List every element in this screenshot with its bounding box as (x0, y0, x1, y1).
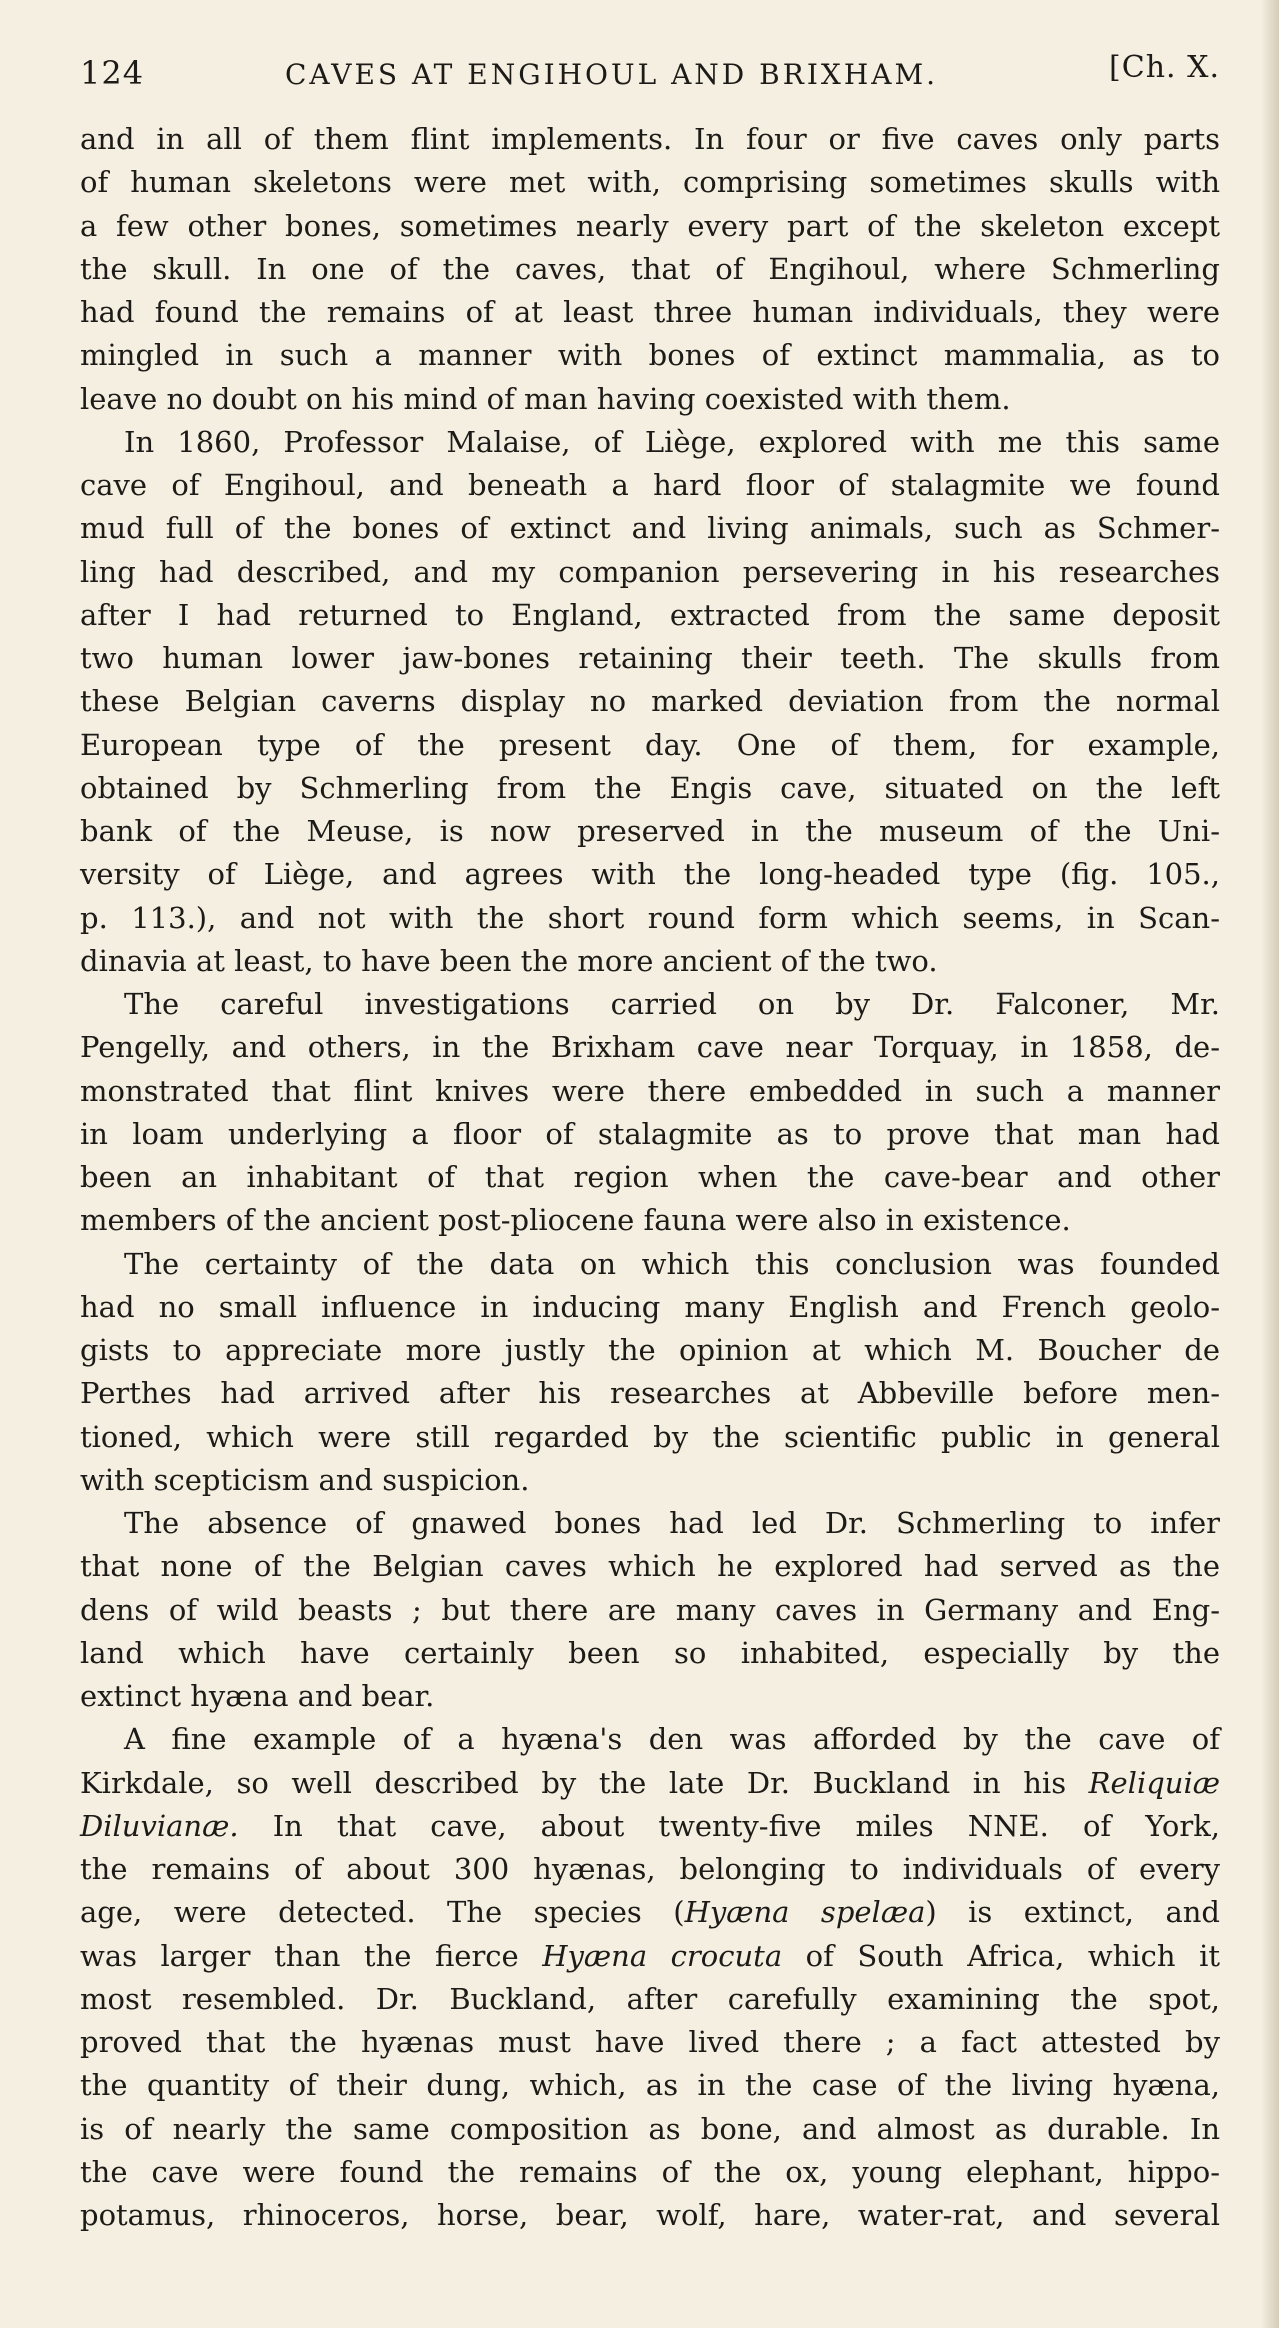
text-line (80, 421, 1220, 464)
text-line (80, 334, 1220, 377)
line-text: Pengelly, and others, in the Brixham cave near Torquay, in 1858, de- (80, 1030, 1220, 1065)
text-line (80, 1026, 1220, 1069)
text-line (80, 1935, 1220, 1978)
line-text: had no small influence in inducing many English and French geolo- (80, 1289, 1220, 1324)
text-line (80, 248, 1220, 291)
line-text: after I had returned to England, extracted from the same deposit (80, 597, 1220, 632)
text-line (80, 1113, 1220, 1156)
line-text: In 1860, Professor Malaise, of Liège, explored with me this same (124, 424, 1220, 459)
page-number: 124 (80, 54, 145, 92)
line-text: versity of Liège, and agrees with the long-headed type (fig. 105., (80, 857, 1220, 892)
line-text: most resembled. Dr. Buckland, after carefully examining the spot, (80, 1981, 1220, 2016)
text-line (80, 2064, 1220, 2107)
text-line (80, 507, 1220, 550)
text-line (80, 2194, 1220, 2237)
text-line (80, 1156, 1220, 1199)
line-text: in loam underlying a floor of stalagmite as to prove that man had (80, 1116, 1220, 1151)
text-line (80, 724, 1220, 767)
text-line (80, 1329, 1220, 1372)
line-text: two human lower jaw-bones retaining their teeth. The skulls from (80, 641, 1220, 675)
line-text: members of the ancient post-pliocene fauna were also in existence. (80, 1203, 1071, 1238)
body-text (80, 118, 1220, 2237)
line-text: age, were detected. The species ( (80, 1895, 685, 1930)
text-line (80, 1199, 1220, 1242)
text-line (80, 594, 1220, 637)
line-text: cave of Engihoul, and beneath a hard floor of stalagmite we found (80, 468, 1220, 502)
line-text: tioned, which were still regarded by the scientific public in general (80, 1419, 1220, 1454)
line-text: Perthes had arrived after his researches at Abbeville before men- (80, 1376, 1220, 1411)
line-text: In that cave, about twenty-five miles NNE. of York, (238, 1808, 1220, 1843)
text-line (80, 205, 1220, 248)
text-line (80, 1762, 1220, 1805)
text-line (80, 1243, 1220, 1286)
line-text: had found the remains of at least three human individuals, they were (80, 295, 1220, 329)
italic-text: Reliquiæ (1088, 1765, 1220, 1800)
line-text: is of nearly the same composition as bone, and almost as durable. In (80, 2111, 1220, 2146)
text-line (80, 983, 1220, 1026)
line-text: dens of wild beasts ; but there are many caves in Germany and Eng- (80, 1592, 1220, 1627)
line-text: these Belgian caverns display no marked deviation from the normal (80, 684, 1220, 719)
text-line (80, 1718, 1220, 1761)
line-text: The careful investigations carried on by Dr. Falconer, Mr. (124, 987, 1220, 1021)
text-line (80, 1632, 1220, 1675)
text-line (80, 378, 1220, 421)
italic-text: Hyæna spelæa (684, 1895, 926, 1930)
text-line (80, 810, 1220, 853)
line-text: bank of the Meuse, is now preserved in the museum of the Uni- (80, 814, 1220, 848)
text-line (80, 2151, 1220, 2194)
line-text: European type of the present day. One of them, for example, (80, 727, 1220, 762)
italic-text: Diluvianæ. (80, 1808, 239, 1843)
text-line (80, 1070, 1220, 1113)
text-line (80, 637, 1220, 680)
text-line (80, 551, 1220, 594)
chapter-marker: [Ch. X. (1109, 50, 1220, 85)
line-text: was larger than the fierce (80, 1938, 543, 1973)
text-line (80, 680, 1220, 723)
text-line (80, 161, 1220, 204)
line-text: proved that the hyænas must have lived there ; a fact attested by (80, 2025, 1220, 2059)
text-line (80, 464, 1220, 507)
line-text: The certainty of the data on which this conclusion was founded (124, 1246, 1220, 1281)
text-line (80, 1502, 1220, 1545)
text-line (80, 1848, 1220, 1891)
line-text: with scepticism and suspicion. (80, 1462, 530, 1497)
line-text: the quantity of their dung, which, as in the case of the living hyæna, (80, 2068, 1220, 2103)
text-line (80, 118, 1220, 161)
line-text: of South Africa, which it (782, 1938, 1221, 1973)
running-head (80, 50, 1220, 100)
text-line (80, 1891, 1220, 1934)
line-text: p. 113.), and not with the short round form which seems, in Scan- (80, 900, 1220, 935)
text-line (80, 940, 1220, 983)
line-text: of human skeletons were met with, comprising sometimes skulls with (80, 165, 1220, 200)
text-line (80, 1545, 1220, 1588)
text-line (80, 1286, 1220, 1329)
text-line (80, 1589, 1220, 1632)
text-line (80, 1372, 1220, 1415)
line-text: and in all of them flint implements. In four or five caves only parts (80, 122, 1220, 156)
running-title: CAVES AT ENGIHOUL AND BRIXHAM. (285, 58, 939, 91)
line-text: been an inhabitant of that region when the cave-bear and other (80, 1160, 1220, 1194)
italic-text: Hyæna crocuta (542, 1938, 783, 1973)
text-line (80, 2021, 1220, 2064)
line-text: mud full of the bones of extinct and living animals, such as Schmer- (80, 511, 1220, 546)
text-line (80, 1416, 1220, 1459)
line-text: ling had described, and my companion persevering in his researches (80, 554, 1220, 589)
line-text: a few other bones, sometimes nearly every part of the skeleton except (80, 208, 1220, 243)
line-text: potamus, rhinoceros, horse, bear, wolf, hare, water-rat, and several (80, 2198, 1220, 2232)
text-line (80, 767, 1220, 810)
text-line (80, 897, 1220, 940)
line-text: Kirkdale, so well described by the late Dr. Buckland in his (80, 1765, 1067, 1800)
page-edge-shadow (1261, 0, 1279, 2328)
line-text: extinct hyæna and bear. (80, 1679, 435, 1713)
line-text: The absence of gnawed bones had led Dr. Schmerling to infer (124, 1506, 1220, 1540)
text-line (80, 853, 1220, 896)
text-line (80, 2108, 1220, 2151)
line-text: the remains of about 300 hyænas, belonging to individuals of every (80, 1852, 1220, 1886)
line-text: mingled in such a manner with bones of extinct mammalia, as to (80, 338, 1220, 373)
line-text: that none of the Belgian caves which he explored had served as the (80, 1549, 1220, 1584)
line-text: obtained by Schmerling from the Engis cave, situated on the left (80, 770, 1220, 805)
line-text: land which have certainly been so inhabited, especially by the (80, 1635, 1220, 1670)
line-text: the skull. In one of the caves, that of Engihoul, where Schmerling (80, 251, 1220, 286)
line-text: the cave were found the remains of the ox, young elephant, hippo- (80, 2154, 1220, 2189)
line-text: dinavia at least, to have been the more ancient of the two. (80, 943, 938, 978)
line-text: A fine example of a hyæna's den was afforded by the cave of (124, 1722, 1220, 1757)
text-line (80, 291, 1220, 334)
text-line (80, 1805, 1220, 1848)
text-line (80, 1978, 1220, 2021)
line-text: gists to appreciate more justly the opinion at which M. Boucher de (80, 1333, 1220, 1367)
line-text: leave no doubt on his mind of man having coexisted with them. (80, 381, 1011, 416)
line-text: ) is extinct, and (925, 1895, 1220, 1930)
text-line (80, 1459, 1220, 1502)
line-text: monstrated that flint knives were there embedded in such a manner (80, 1073, 1220, 1108)
text-line (80, 1675, 1220, 1718)
